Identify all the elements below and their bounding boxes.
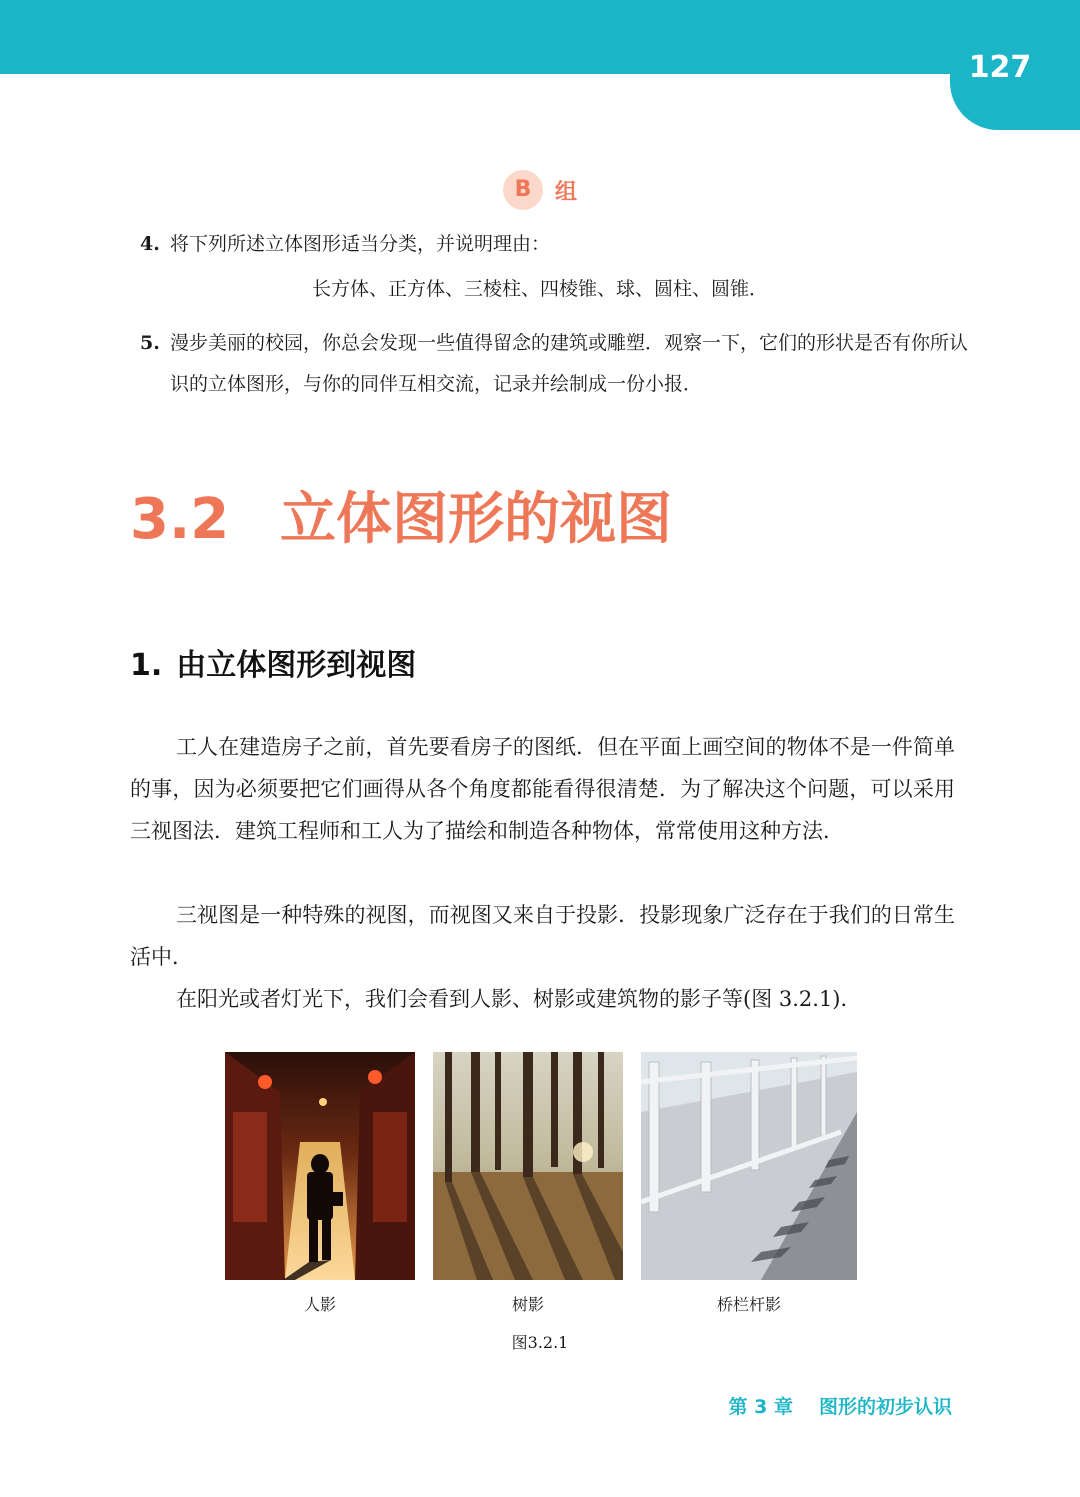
- figure-caption: 图3.2.1: [511, 1333, 569, 1352]
- paragraph: 在阳光或者灯光下，我们会看到人影、树影或建筑物的影子等(图 3.2.1)．: [176, 987, 862, 1011]
- paragraph: 三视图是一种特殊的视图，而视图又来自于投影．投影现象广泛存在于我们的日常生活中．: [130, 903, 955, 969]
- subsection-title: [130, 644, 416, 688]
- section-number: 3.2: [130, 487, 230, 552]
- photo-railing-shadow: [641, 1052, 857, 1280]
- exercise-number: 4.: [140, 233, 160, 255]
- section-name: 立体图形的视图: [280, 487, 672, 552]
- subsection-number: 1.: [130, 648, 163, 683]
- photo-caption: 桥栏杆影: [716, 1295, 781, 1314]
- photo-tree-shadow: [433, 1052, 623, 1280]
- chapter-number: 第 3 章: [728, 1396, 793, 1418]
- exercise-4: [140, 224, 970, 265]
- exercise-text: 漫步美丽的校园，你总会发现一些值得留念的建筑或雕塑．观察一下，它们的形状是否有你所认识的立体图形，与你的同伴互相交流，记录并绘制成一份小报．: [170, 332, 969, 395]
- group-heading: [0, 170, 1080, 210]
- group-word: 组: [554, 179, 577, 205]
- page-number: 127: [968, 50, 1032, 85]
- paragraph: 工人在建造房子之前，首先要看房子的图纸．但在平面上画空间的物体不是一件简单的事，因为必须要把它们画得从各个角度都能看得很清楚．为了解决这个问题，可以采用三视图法．建筑工程师和工人为了描绘和制造各种物体，常常使用这种方法．: [130, 735, 955, 843]
- subsection-name: 由立体图形到视图: [176, 648, 417, 683]
- exercise-text: 将下列所述立体图形适当分类，并说明理由：: [170, 233, 551, 255]
- photo-person-shadow: [225, 1052, 415, 1280]
- photo-caption: 人影: [303, 1295, 336, 1314]
- photo-caption: 树影: [511, 1295, 544, 1314]
- section-title: [130, 485, 672, 555]
- chapter-title: 图形的初步认识: [818, 1396, 952, 1418]
- header-band: [0, 0, 1080, 74]
- chapter-footer: [729, 1392, 952, 1419]
- exercise-5: [140, 323, 970, 405]
- solids-list: 长方体、正方体、三棱柱、四棱锥、球、圆柱、圆锥．: [311, 278, 768, 300]
- group-badge: B: [503, 170, 543, 210]
- exercise-number: 5.: [140, 332, 160, 354]
